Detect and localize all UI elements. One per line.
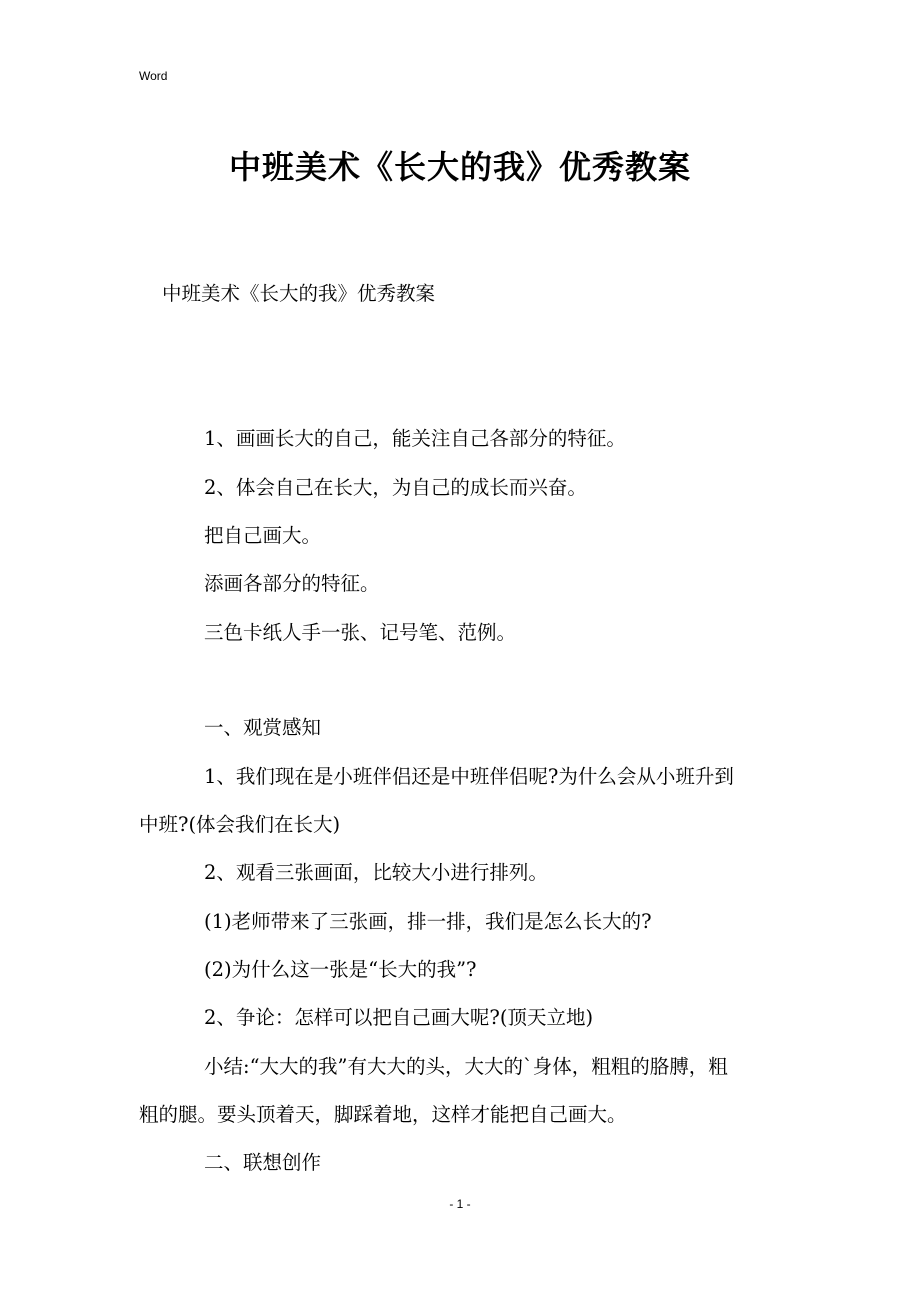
paragraph: (2)为什么这一张是“长大的我”? [204, 958, 477, 981]
header-label: Word [139, 69, 168, 83]
paragraph: 1、我们现在是小班伴侣还是中班伴侣呢?为什么会从小班升到 [204, 765, 734, 788]
page-number: - 1 - [449, 1197, 471, 1211]
paragraph: 1、画画长大的自己，能关注自己各部分的特征。 [204, 427, 626, 450]
paragraph: 中班?(体会我们在长大) [139, 813, 341, 836]
paragraph: 三色卡纸人手一张、记号笔、范例。 [204, 621, 517, 644]
paragraph: 添画各部分的特征。 [204, 572, 380, 595]
paragraph: 2、争论：怎样可以把自己画大呢?(顶天立地) [204, 1006, 594, 1029]
document-title: 中班美术《长大的我》优秀教案 [228, 148, 691, 186]
paragraph: 把自己画大。 [204, 524, 322, 547]
section-heading: 一、观赏感知 [204, 716, 322, 739]
paragraph: 2、观看三张画面，比较大小进行排列。 [204, 861, 548, 884]
paragraph: 2、体会自己在长大，为自己的成长而兴奋。 [204, 476, 587, 499]
paragraph: 小结:“大大的我”有大大的头，大大的`身体，粗粗的胳膊，粗 [204, 1055, 728, 1078]
section-heading: 二、联想创作 [204, 1151, 322, 1174]
document-subtitle: 中班美术《长大的我》优秀教案 [162, 282, 436, 305]
paragraph: (1)老师带来了三张画，排一排，我们是怎么长大的? [204, 910, 652, 933]
paragraph: 粗的腿。要头顶着天，脚踩着地，这样才能把自己画大。 [139, 1103, 627, 1126]
